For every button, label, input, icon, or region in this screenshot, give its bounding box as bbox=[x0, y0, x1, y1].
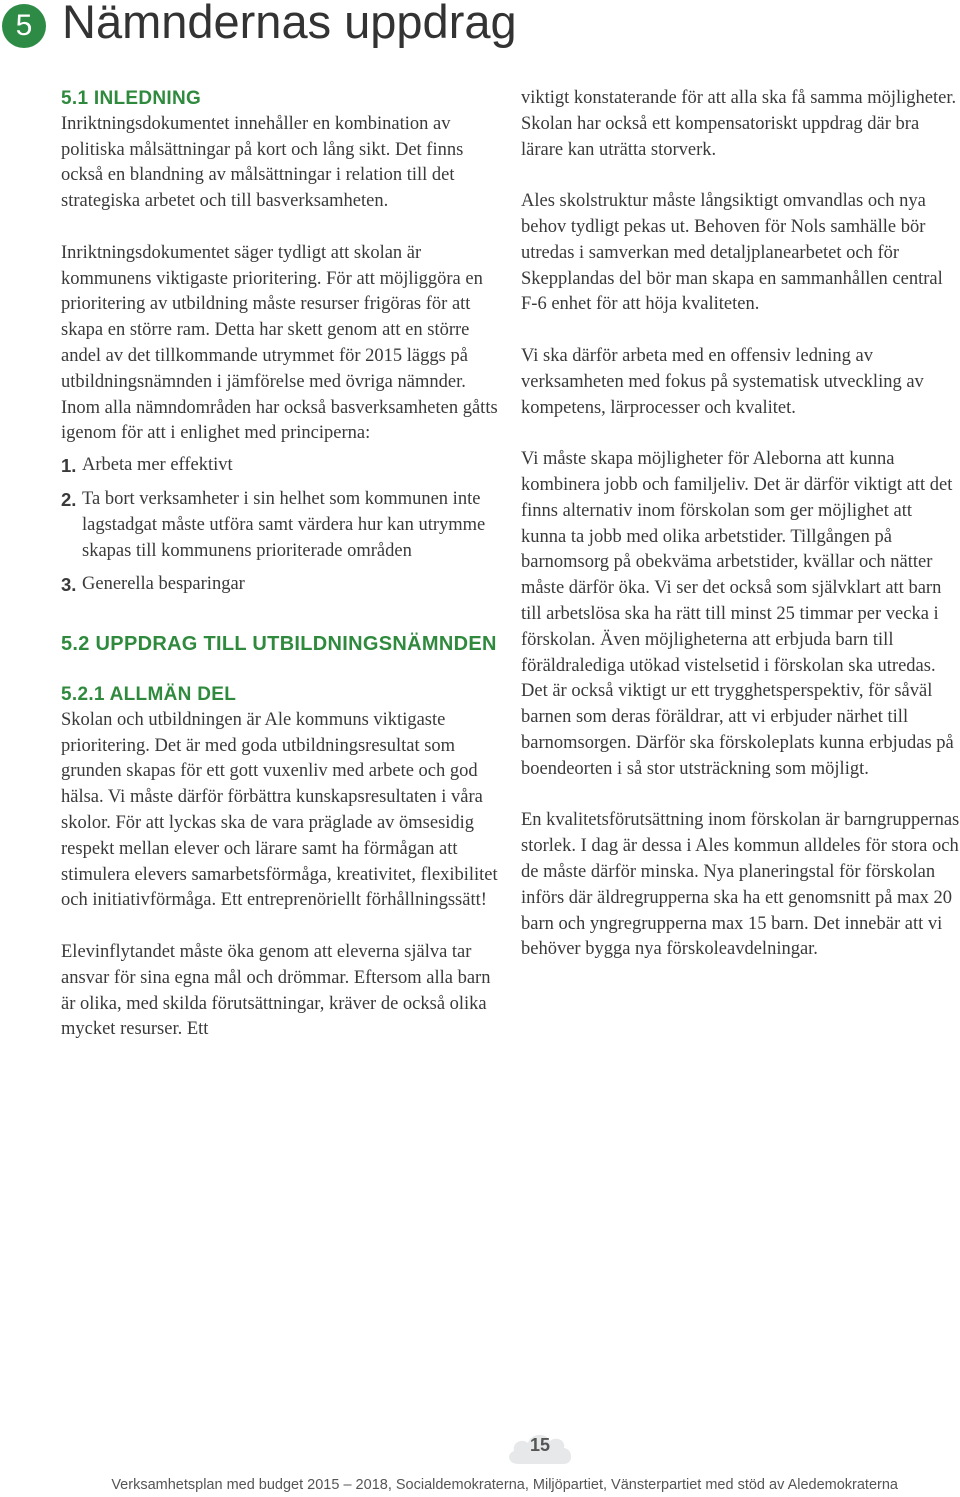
list-item bbox=[61, 572, 501, 598]
education-paragraph: Skolan och utbildningen är Ale kommuns viktigaste prioritering. Det är med goda utbildningsresultat som grunden skapas för ett gott vuxenliv med arbete och god hälsa. Vi måste därför förbättra kunskapsresultaten i våra skolor. För att lyckas ska de vara präglade av ömsesidig respekt mellan elever och lärare samt ha förmågan att stimulera elevers samarbetsförmåga, kreativitet, flexibilitet och initiativförmåga. Ett entreprenöriellt förhållningssätt! bbox=[61, 709, 498, 911]
page-number: 15 bbox=[529, 1435, 551, 1455]
principles-list bbox=[61, 453, 501, 598]
list-item-text: Arbeta mer effektivt bbox=[82, 455, 233, 476]
group-size-paragraph: En kvalitetsförutsättning inom förskolan är barngruppernas storlek. I dag är dessa i Ales kommun alldeles för stora och de måste därför minska. Nya planeringstal för förskolan införs där äldregrupperna ska ha ett genomsnitt på max 20 barn och yngregrupperna max 15 barn. Det innebär att vi behöver bygga nya förskoleavdelningar. bbox=[521, 810, 960, 960]
page-footer: Verksamhetsplan med budget 2015 – 2018, Socialdemokraterna, Miljöpartiet, Vänsterpartiet med stöd av Aledemokraterna bbox=[111, 1477, 898, 1493]
list-item-text: Generella besparingar bbox=[82, 574, 245, 595]
equal-opportunity-paragraph: viktigt konstaterande för att alla ska få samma möjligheter. Skolan har också ett kompensatoriskt uppdrag där bra lärare kan uträtta storverk. bbox=[521, 88, 957, 160]
list-item-number: 3. bbox=[61, 574, 77, 596]
list-item-number: 2. bbox=[61, 488, 77, 510]
priority-paragraph: Inriktningsdokumentet säger tydligt att skolan är kommunens viktigaste prioritering. För att möjliggöra en prioritering av utbildning måste resurser frigöras för att skapa en större ram. Detta har skett genom att en större andel av det tillkommande utrymmet för 2015 läggs på utbildningsnämnden i jämförelse med övriga nämnder. Inom alla nämndområden har också basverksamheten gåtts igenom för att i enlighet med principerna: bbox=[61, 242, 498, 444]
student-influence-paragraph: Elevinflytandet måste öka genom att eleverna själva tar ansvar för sina egna mål och drömmar. Eftersom alla barn är olika, med skilda förutsättningar, kräver de också olika mycket resurser. Ett bbox=[61, 941, 491, 1040]
section-heading-5-2-1: 5.2.1 ALLMÄN DEL bbox=[61, 683, 237, 705]
list-item-number: 1. bbox=[61, 455, 77, 477]
right-column bbox=[521, 86, 960, 989]
chapter-number-badge: 5 bbox=[2, 4, 46, 48]
section-heading-5-2: 5.2 UPPDRAG TILL UTBILDNINGSNÄMNDEN bbox=[61, 633, 497, 656]
section-heading-5-1: 5.1 INLEDNING bbox=[61, 88, 202, 109]
school-structure-paragraph: Ales skolstruktur måste långsiktigt omvandlas och nya behov tydligt pekas ut. Behoven för Nols samhälle bör utredas i samverkan med detaljplanearbetet och för Skepplandas del bör man skapa en sammanhållen central F-6 enhet för att höja kvaliteten. bbox=[521, 191, 943, 315]
list-item-text: Ta bort verksamheter i sin helhet som kommunen inte lagstadgat måste utföra samt värdera hur kan utrymme skapas till kommunens prioriterade områden bbox=[82, 488, 486, 561]
left-column bbox=[61, 86, 501, 1069]
chapter-title: Nämndernas uppdrag bbox=[62, 0, 517, 48]
list-item bbox=[61, 453, 501, 479]
leadership-paragraph: Vi ska därför arbeta med en offensiv ledning av verksamheten med fokus på systematisk utveckling av kompetens, lärprocesser och kvalitet. bbox=[521, 345, 924, 418]
list-item bbox=[61, 487, 501, 564]
childcare-paragraph: Vi måste skapa möjligheter för Aleborna att kunna kombinera jobb och familjeliv. Det är därför viktigt att det finns alternativ inom förskolan som ger möjlighet att kunna ta jobb med olika arbetstider. Tillgången på barnomsorg på obekväma arbetstider, kvällar och nätter måste därför öka. Vi ser det också som självklart att barn till arbetslösa ska ha rätt till minst 25 timmar per vecka i förskolan. Även möjligheterna att erbjuda barn till föräldralediga utökad vistelsetid i förskolan ska utredas. Det är också viktigt ur ett trygghetsperspektiv, för såväl barnen som deras föräldrar, att vi erbjuder närhet till barnomsorgen. Därför ska förskoleplats kunna erbjudas på boendeorten i så stor utsträckning som möjligt. bbox=[521, 449, 954, 779]
intro-paragraph: Inriktningsdokumentet innehåller en kombination av politiska målsättningar på kort och lång sikt. Det finns också en blandning av målsättningar i relation till det strategiska arbetet och till basverksamheten. bbox=[61, 113, 464, 212]
